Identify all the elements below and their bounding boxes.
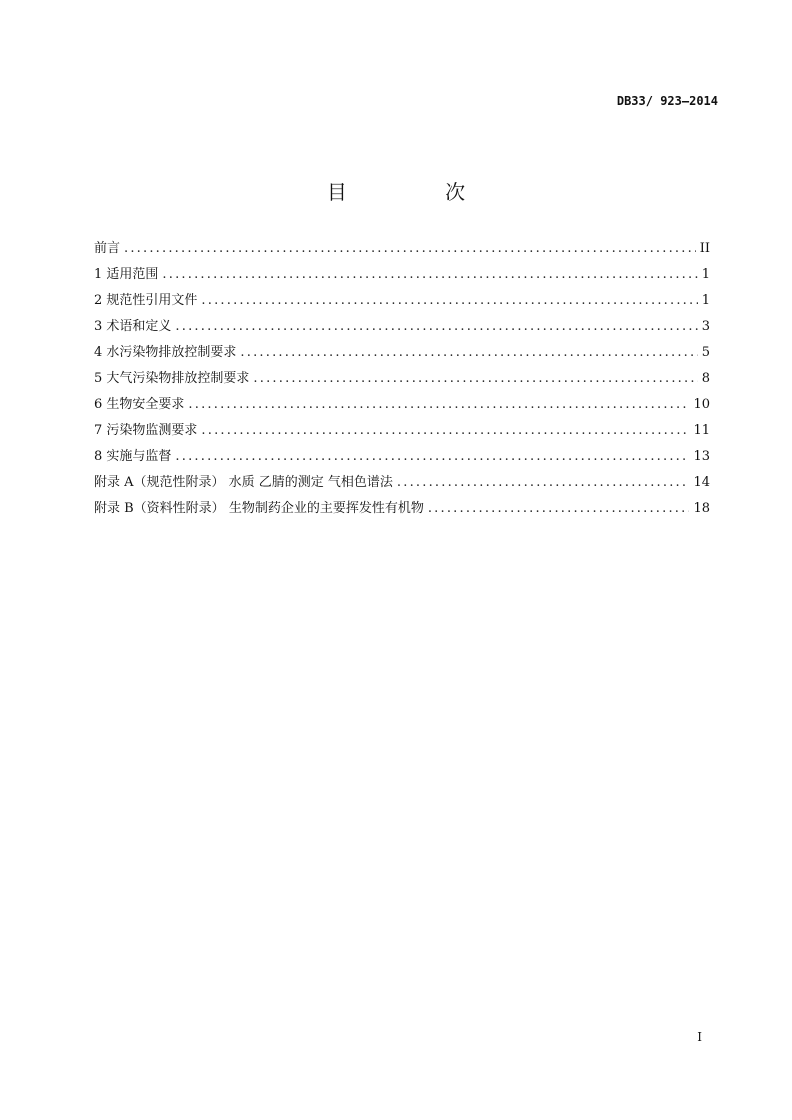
toc-entry-label: 2 规范性引用文件 xyxy=(94,293,198,308)
toc-entry-label: 8 实施与监督 xyxy=(94,449,172,464)
toc-leader-dots xyxy=(175,444,689,470)
standard-code: DB33/ 923—2014 xyxy=(616,94,718,108)
toc-entry-page: 5 xyxy=(701,345,710,360)
toc-entry-page: II xyxy=(699,241,710,256)
toc-entry-page: 13 xyxy=(693,449,710,464)
toc-entry-label: 附录 A（规范性附录） 水质 乙腈的测定 气相色谱法 xyxy=(94,475,393,490)
toc-title: 目 次 xyxy=(326,180,512,204)
toc-leader-dots xyxy=(397,470,690,496)
toc-entry[interactable] xyxy=(94,262,710,288)
toc-entry-label: 3 术语和定义 xyxy=(94,319,172,334)
toc-entry-page: 10 xyxy=(693,397,710,412)
toc-entry-page: 18 xyxy=(693,501,710,516)
toc-entry-label: 5 大气污染物排放控制要求 xyxy=(94,371,250,386)
toc-entry[interactable] xyxy=(94,496,710,522)
toc-entry-label: 1 适用范围 xyxy=(94,267,159,282)
toc-entry[interactable] xyxy=(94,314,710,340)
toc-entry[interactable] xyxy=(94,366,710,392)
toc-entry-page: 1 xyxy=(701,293,710,308)
toc-leader-dots xyxy=(428,496,690,522)
toc-leader-dots xyxy=(188,392,689,418)
toc-leader-dots xyxy=(201,418,689,444)
toc-entry-label: 6 生物安全要求 xyxy=(94,397,185,412)
toc-leader-dots xyxy=(201,288,697,314)
page-number: I xyxy=(697,1030,702,1044)
toc-leader-dots xyxy=(124,236,696,262)
toc-entry[interactable] xyxy=(94,340,710,366)
toc-entry[interactable] xyxy=(94,418,710,444)
toc-entry[interactable] xyxy=(94,392,710,418)
toc-entry-page: 3 xyxy=(701,319,710,334)
toc-entry[interactable] xyxy=(94,470,710,496)
toc-entry[interactable] xyxy=(94,288,710,314)
toc-entry-page: 11 xyxy=(693,423,710,438)
toc-entry[interactable] xyxy=(94,236,710,262)
toc-entry-label: 7 污染物监测要求 xyxy=(94,423,198,438)
toc-entry-page: 14 xyxy=(693,475,710,490)
toc-entry-label: 4 水污染物排放控制要求 xyxy=(94,345,237,360)
toc-leader-dots xyxy=(240,340,697,366)
toc-leader-dots xyxy=(162,262,697,288)
toc-entry-label: 前言 xyxy=(94,241,121,256)
toc-entry[interactable] xyxy=(94,444,710,470)
toc-leader-dots xyxy=(175,314,697,340)
toc-entry-page: 8 xyxy=(701,371,710,386)
toc-entry-page: 1 xyxy=(701,267,710,282)
toc-entry-label: 附录 B（资料性附录） 生物制药企业的主要挥发性有机物 xyxy=(94,501,424,516)
toc-leader-dots xyxy=(253,366,697,392)
table-of-contents xyxy=(94,236,710,522)
